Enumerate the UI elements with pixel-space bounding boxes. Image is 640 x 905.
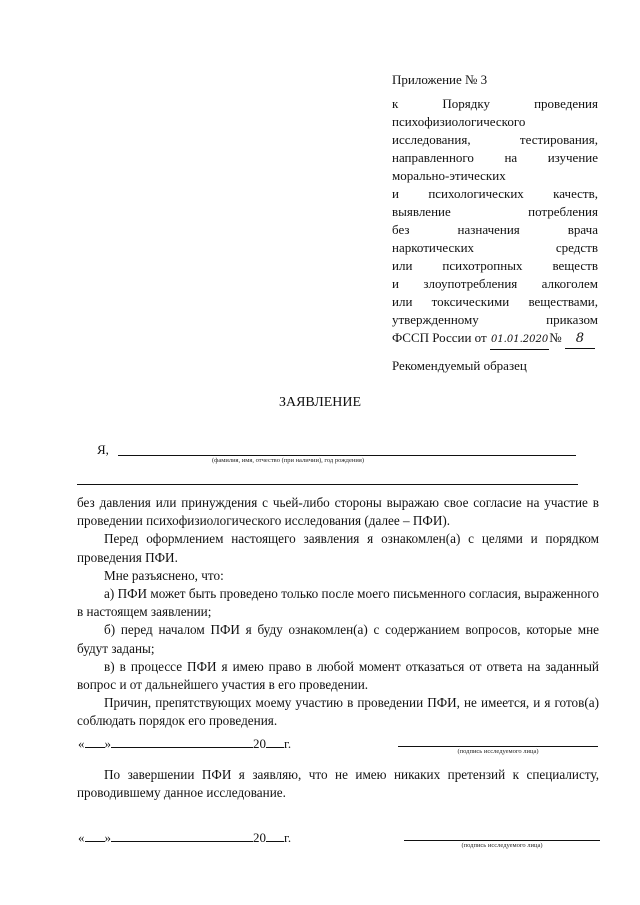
appendix-line: к Порядку проведения xyxy=(392,96,598,111)
appendix-title: Приложение № 3 xyxy=(392,72,488,87)
order-reference xyxy=(392,329,595,350)
year-suffix: г. xyxy=(284,830,292,845)
day-field[interactable] xyxy=(85,747,105,748)
appendix-line: морально-этических xyxy=(392,168,506,183)
name-input-line[interactable] xyxy=(118,455,576,456)
name-continuation-line[interactable] xyxy=(77,484,578,485)
appendix-line: исследования, тестирования, xyxy=(392,132,598,147)
appendix-line: направленного на изучение xyxy=(392,150,598,165)
acknowledgement-paragraph: Перед оформлением настоящего заявления я ознакомлен(а) с целями и порядком проведения ПФИ. xyxy=(77,531,599,565)
order-number-label: № xyxy=(549,330,562,345)
name-caption: (фамилия, имя, отчество (при наличии), год рождения) xyxy=(211,457,364,464)
year-prefix: 20 xyxy=(253,736,266,751)
signature-line-2[interactable] xyxy=(404,840,600,841)
appendix-line: выявление потребления xyxy=(392,204,598,219)
order-prefix: ФССП России от xyxy=(392,330,487,345)
day-field[interactable] xyxy=(85,841,105,842)
i-label: Я, xyxy=(97,442,109,457)
date-row-2 xyxy=(78,829,291,847)
date-close-quote: » xyxy=(104,830,111,845)
signature-caption-1: (подпись исследуемого лица) xyxy=(457,748,539,755)
appendix-line: утвержденному приказом xyxy=(392,312,598,327)
signature-caption-2: (подпись исследуемого лица) xyxy=(461,842,543,849)
date-row-1 xyxy=(78,735,291,753)
consent-paragraph: без давления или принуждения с чьей-либо стороны выражаю свое согласие на участие в проведении психофизиологического исследования (далее – ПФИ). xyxy=(77,495,599,529)
no-obstacles-paragraph: Причин, препятствующих моему участию в проведении ПФИ, не имеется, и я готов(а) соблюдать порядок его проведения. xyxy=(77,695,599,729)
recommended-sample-label: Рекомендуемый образец xyxy=(392,358,527,373)
appendix-line: или психотропных веществ xyxy=(392,258,598,273)
date-open-quote: « xyxy=(78,736,85,751)
month-field[interactable] xyxy=(111,747,253,748)
no-claims-paragraph: По завершении ПФИ я заявляю, что не имею никаких претензий к специалисту, проводившему данное исследование. xyxy=(77,767,599,801)
order-number-handwritten: 8 xyxy=(565,330,595,349)
final-statement xyxy=(77,766,599,802)
date-open-quote: « xyxy=(78,830,85,845)
statement-body xyxy=(77,494,599,731)
year-suffix: г. xyxy=(284,736,292,751)
statement-title: ЗАЯВЛЕНИЕ xyxy=(278,395,362,410)
appendix-line: и психологических качеств, xyxy=(392,186,598,201)
appendix-line: психофизиологического xyxy=(392,114,526,129)
signature-line-1[interactable] xyxy=(398,746,598,747)
year-field[interactable] xyxy=(266,747,284,748)
explained-heading: Мне разъяснено, что: xyxy=(104,567,224,583)
clause-c: в) в процессе ПФИ я имею право в любой момент отказаться от ответа на заданный вопрос и от дальнейшего участия в его проведении. xyxy=(77,658,599,693)
year-field[interactable] xyxy=(266,841,284,842)
clause-a: а) ПФИ может быть проведено только после моего письменного согласия, выраженного в настоящем заявлении; xyxy=(77,586,599,620)
order-date-handwritten: 01.01.2020 xyxy=(490,331,549,350)
appendix-line: или токсическими веществами, xyxy=(392,294,598,309)
appendix-line: наркотических средств xyxy=(392,240,598,255)
clause-b: б) перед началом ПФИ я буду ознакомлен(а) с содержанием вопросов, которые мне будут заданы; xyxy=(77,622,599,656)
month-field[interactable] xyxy=(111,841,253,842)
year-prefix: 20 xyxy=(253,830,266,845)
date-close-quote: » xyxy=(104,736,111,751)
appendix-line: и злоупотребления алкоголем xyxy=(392,276,598,291)
appendix-line: без назначения врача xyxy=(392,222,598,237)
